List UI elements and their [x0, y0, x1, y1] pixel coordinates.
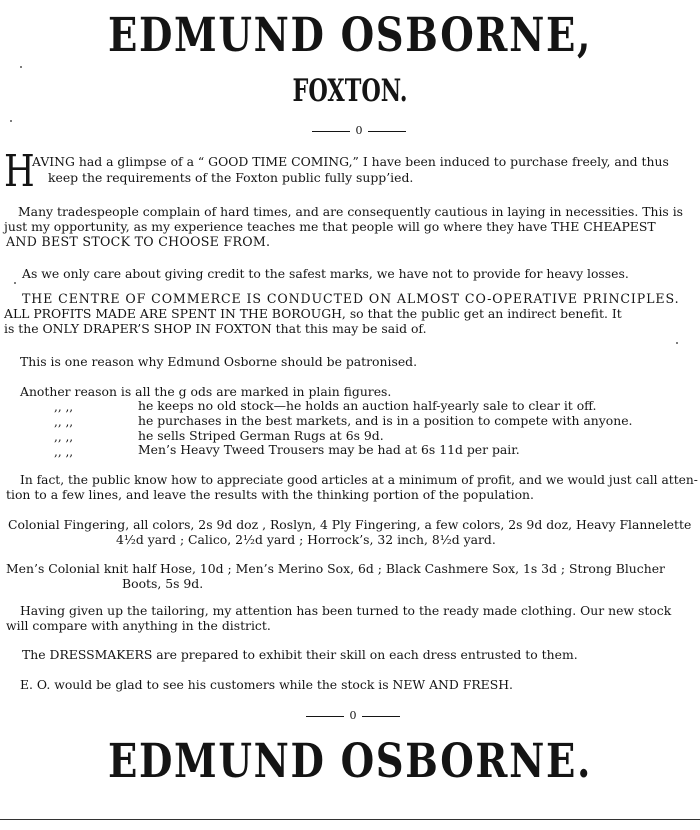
para9-line1: Men’s Colonial knit half Hose, 10d ; Men’s Merino Sox, 6d ; Black Cashmere Sox, 1s 3d ; Strong Blucher — [6, 561, 665, 576]
ditto-mark: ,, ,, — [54, 430, 74, 444]
list-item: he keeps no old stock—he holds an auction half-yearly sale to clear it off. — [138, 398, 597, 413]
para4-line2: ALL PROFITS MADE ARE SPENT IN THE BOROUGH, so that the public get an indirect benefit. It — [4, 306, 622, 321]
ditto-mark: ,, ,, — [54, 400, 74, 414]
separator-top: 0 — [312, 126, 406, 136]
bottom-rule — [0, 819, 700, 820]
para8-line1: Colonial Fingering, all colors, 2s 9d doz , Roslyn, 4 Ply Fingering, a few colors, 2s 9d doz, Heavy Flannelette — [8, 517, 692, 532]
para8-line2: 4½d yard ; Calico, 2½d yard ; Horrock’s, 32 inch, 8½d yard. — [116, 532, 496, 547]
print-speck — [14, 282, 16, 284]
print-speck — [20, 66, 22, 68]
para4-line1: THE CENTRE OF COMMERCE IS CONDUCTED ON ALMOST CO-OPERATIVE PRINCIPLES. — [22, 291, 680, 306]
ditto-mark: ,, ,, — [54, 415, 74, 429]
para6-intro: Another reason is all the g ods are marked in plain figures. — [20, 384, 392, 399]
para10-line1: Having given up the tailoring, my attention has been turned to the ready made clothing. Our new stock — [20, 603, 672, 618]
drop-cap: H — [4, 146, 35, 197]
print-speck — [676, 342, 678, 344]
list-item: he sells Striped German Rugs at 6s 9d. — [138, 428, 384, 443]
para9-line2: Boots, 5s 9d. — [122, 576, 204, 591]
list-item: he purchases in the best markets, and is in a position to compete with anyone. — [138, 413, 633, 428]
para10-line2: will compare with anything in the district. — [6, 618, 271, 633]
para7-line1: In fact, the public know how to appreciate good articles at a minimum of profit, and we would just call atten- — [20, 472, 698, 487]
header-place: FOXTON. — [292, 73, 408, 109]
list-item: Men’s Heavy Tweed Trousers may be had at 6s 11d per pair. — [138, 442, 520, 457]
para4-line3: is the ONLY DRAPER’S SHOP IN FOXTON that this may be said of. — [4, 321, 427, 336]
ditto-mark: ,, ,, — [54, 445, 74, 459]
para2-line3: AND BEST STOCK TO CHOOSE FROM. — [6, 234, 271, 249]
footer-name: EDMUND OSBORNE. — [107, 734, 593, 789]
para1-line1: AVING had a glimpse of a “ GOOD TIME COMING,” I have been induced to purchase freely, and thus — [32, 154, 669, 169]
para12-line1: E. O. would be glad to see his customers while the stock is NEW AND FRESH. — [20, 677, 513, 692]
para2-line2: just my opportunity, as my experience teaches me that people will go where they have THE CHEAPEST — [4, 219, 656, 234]
separator-bottom: 0 — [306, 711, 400, 721]
header-name: EDMUND OSBORNE, — [107, 8, 593, 63]
para2-line1: Many tradespeople complain of hard times, and are consequently cautious in laying in necessities. This is — [18, 204, 684, 219]
para3-line1: As we only care about giving credit to the safest marks, we have not to provide for heavy losses. — [22, 266, 629, 281]
para7-line2: tion to a few lines, and leave the results with the thinking portion of the population. — [6, 487, 534, 502]
para11-line1: The DRESSMAKERS are prepared to exhibit their skill on each dress entrusted to them. — [22, 647, 578, 662]
print-speck — [10, 120, 12, 122]
para1-line2: keep the requirements of the Foxton public fully supp’ied. — [48, 170, 414, 185]
para5-line1: This is one reason why Edmund Osborne should be patronised. — [20, 354, 418, 369]
